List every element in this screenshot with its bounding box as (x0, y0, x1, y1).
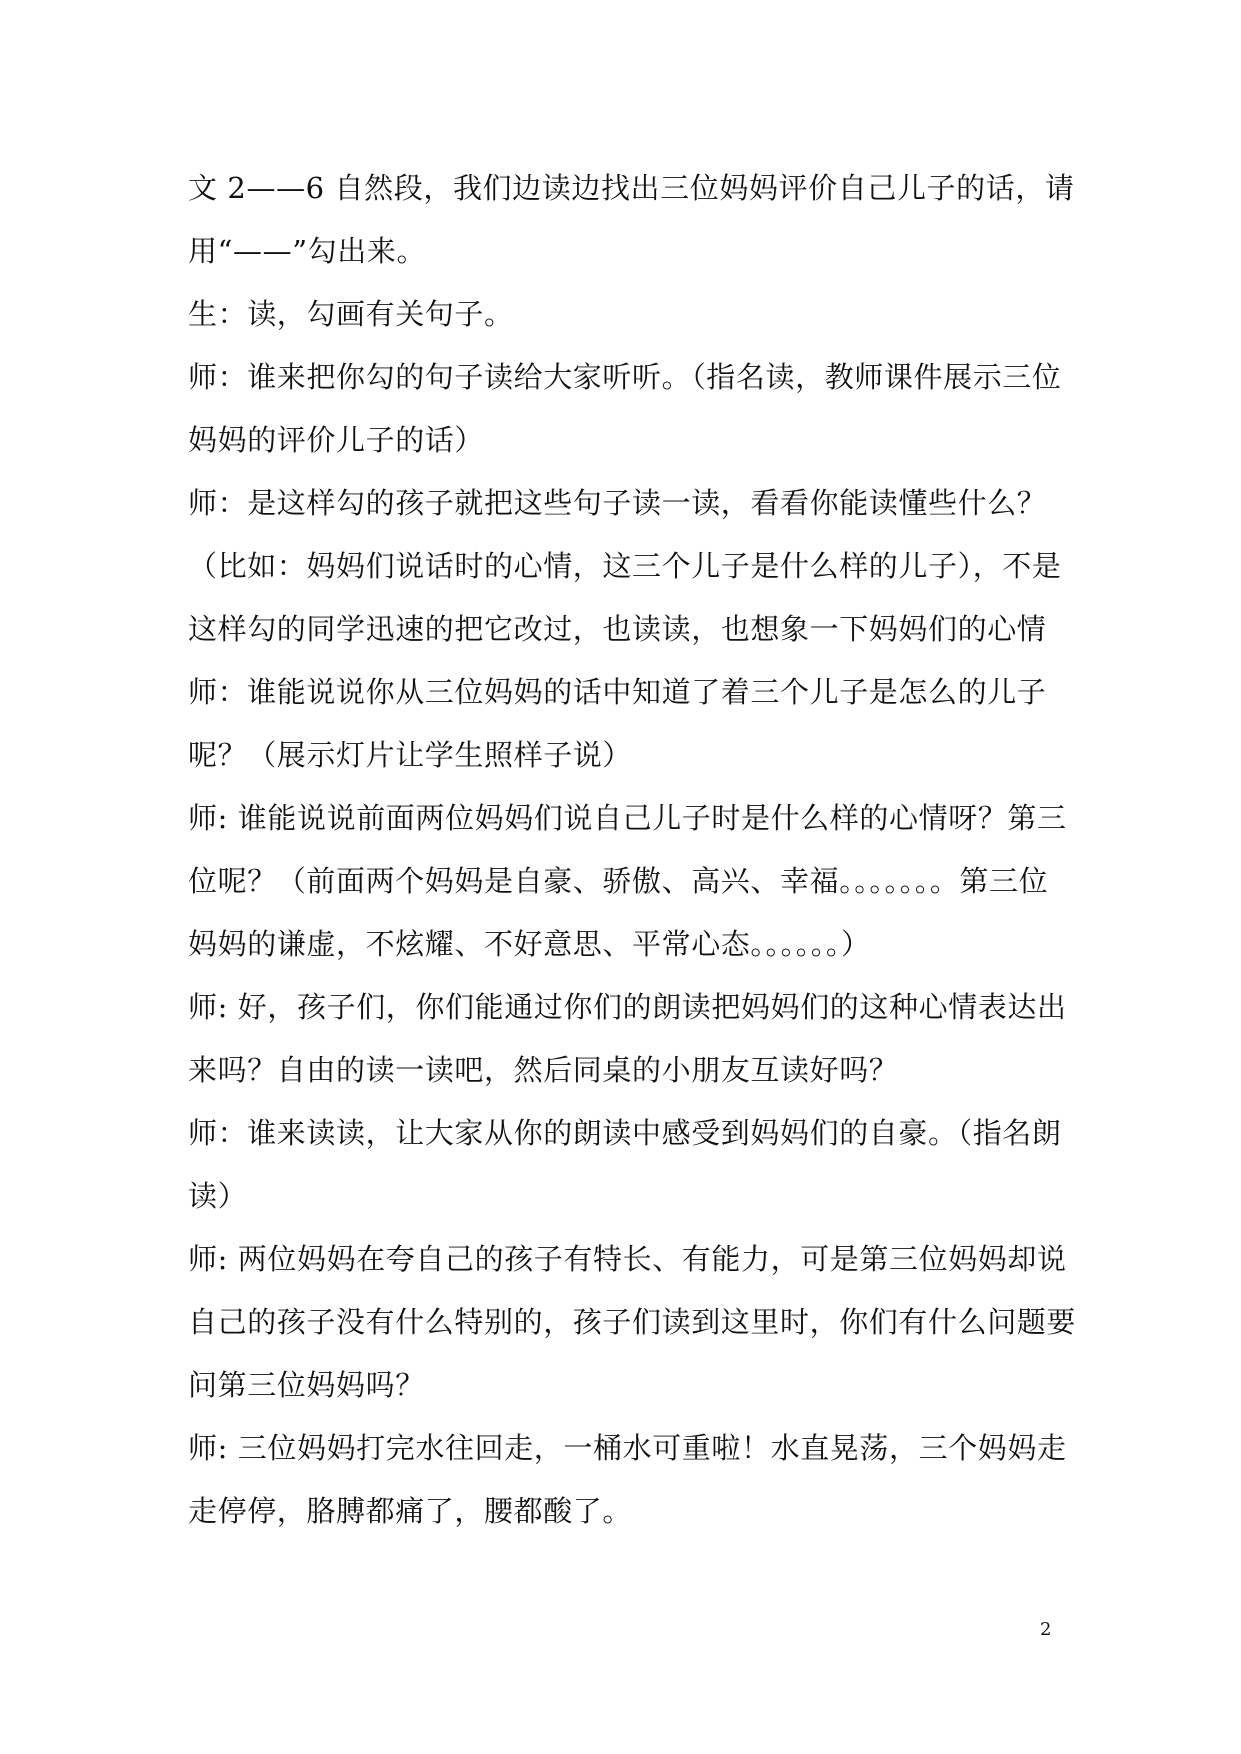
text-line: 生：读，勾画有关句子。 (188, 297, 514, 331)
text-line: 师：谁能说说你从三位妈妈的话中知道了着三个儿子是怎么的儿子 (188, 675, 1047, 709)
text-line: 问第三位妈妈吗？ (188, 1368, 425, 1402)
document-body (188, 157, 1077, 1543)
text-line: 这样勾的同学迅速的把它改过，也读读，也想象一下妈妈们的心情 (188, 612, 1047, 646)
text-line: 自己的孩子没有什么特别的，孩子们读到这里时，你们有什么问题要 (188, 1305, 1077, 1339)
text-line: 师: 两位妈妈在夸自己的孩子有特长、有能力，可是第三位妈妈却说 (188, 1242, 1067, 1276)
text-line: 师: 谁能说说前面两位妈妈们说自己儿子时是什么样的心情呀？第三 (188, 801, 1067, 835)
text-line: 师: 三位妈妈打完水往回走，一桶水可重啦！水直晃荡，三个妈妈走 (188, 1431, 1067, 1465)
text-line: 师: 好，孩子们，你们能通过你们的朗读把妈妈们的这种心情表达出 (188, 990, 1067, 1024)
text-line: 师：是这样勾的孩子就把这些句子读一读，看看你能读懂些什么？ (188, 486, 1047, 520)
text-line: 师：谁来读读，让大家从你的朗读中感受到妈妈们的自豪。（指名朗 (188, 1116, 1062, 1150)
text-line: 呢？（展示灯片让学生照样子说） (188, 738, 633, 772)
text-line: 位呢？（前面两个妈妈是自豪、骄傲、高兴、幸福。。。。。。。第三位 (188, 864, 1049, 898)
text-line: 用“——”勾出来。 (188, 234, 427, 268)
text-line: 妈妈的评价儿子的话） (188, 423, 485, 457)
text-line: 来吗？自由的读一读吧，然后同桌的小朋友互读好吗？ (188, 1053, 899, 1087)
text-line: 文 2——6 自然段，我们边读边找出三位妈妈评价自己儿子的话，请 (188, 171, 1075, 205)
text-line: 妈妈的谦虚，不炫耀、不好意思、平常心态。。。。。。） (188, 927, 871, 961)
text-line: 走停停，胳膊都痛了，腰都酸了。 (188, 1494, 633, 1528)
text-line: 读） (188, 1179, 248, 1213)
text-line: 师：谁来把你勾的句子读给大家听听。（指名读，教师课件展示三位 (188, 360, 1062, 394)
page-number: 2 (1040, 1619, 1052, 1640)
text-line: （比如：妈妈们说话时的心情，这三个儿子是什么样的儿子），不是 (188, 549, 1062, 583)
